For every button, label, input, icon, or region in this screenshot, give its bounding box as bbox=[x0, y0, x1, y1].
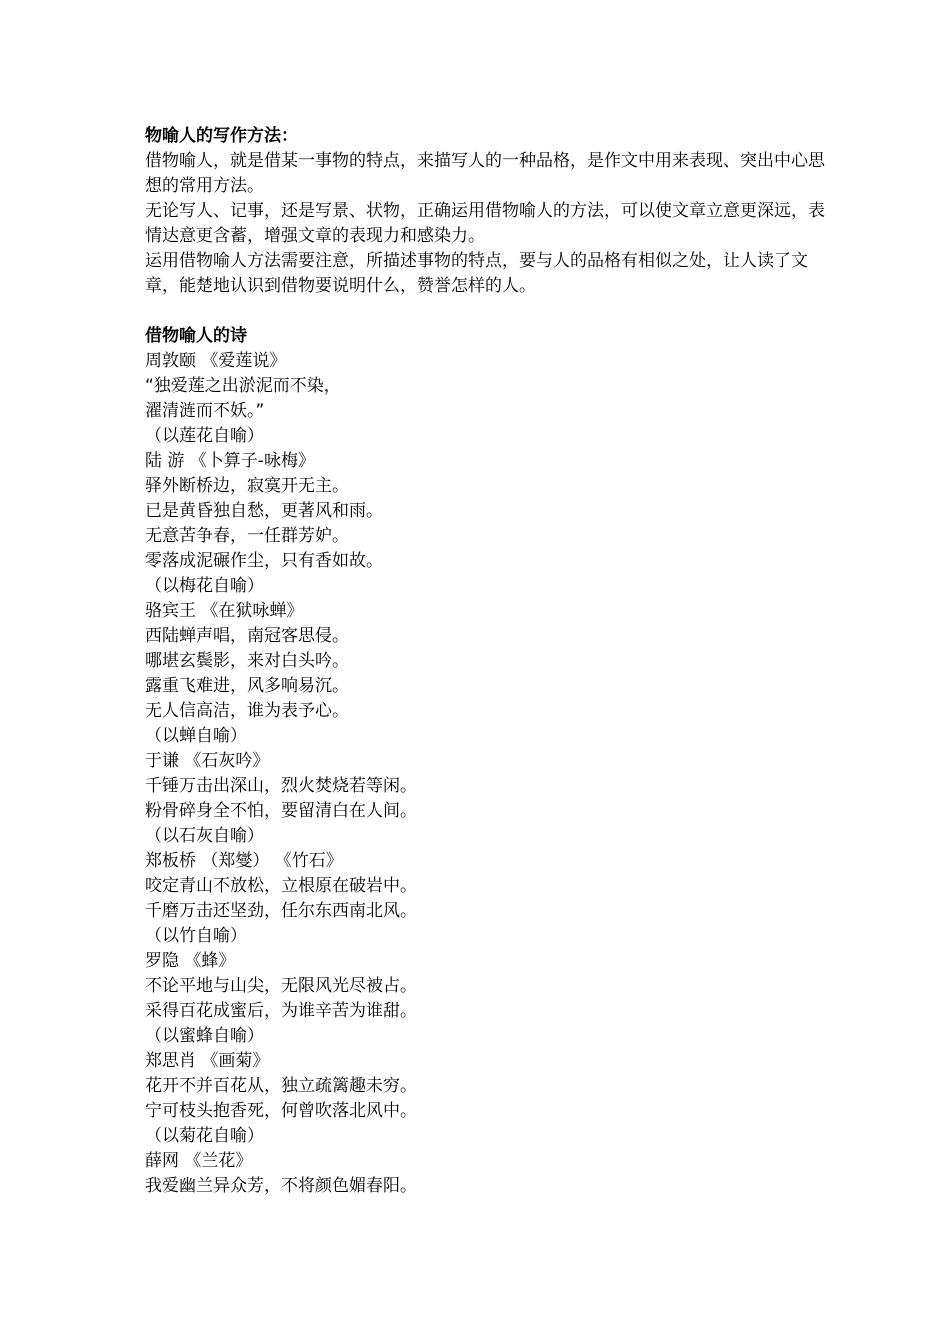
poem-line: （以蜜蜂自喻） bbox=[145, 1026, 264, 1046]
poem-line: （以蝉自喻） bbox=[145, 726, 247, 746]
poem-line: 宁可枝头抱香死，何曾吹落北风中。 bbox=[145, 1101, 417, 1121]
poem-line: 咬定青山不放松，立根原在破岩中。 bbox=[145, 876, 417, 896]
poem-line: 采得百花成蜜后，为谁辛苦为谁甜。 bbox=[145, 1001, 417, 1021]
poem-line: 千锤万击出深山，烈火焚烧若等闲。 bbox=[145, 776, 417, 796]
poem-line: 零落成泥碾作尘，只有香如故。 bbox=[145, 551, 383, 571]
section-heading-writing-method: 物喻人的写作方法： bbox=[145, 126, 298, 146]
poem-line: 郑思肖 《画菊》 bbox=[145, 1051, 270, 1071]
poem-line: （以梅花自喻） bbox=[145, 576, 264, 596]
poem-line: 薛网 《兰花》 bbox=[145, 1151, 253, 1171]
poem-line: （以石灰自喻） bbox=[145, 826, 264, 846]
paragraph-definition: 借物喻人，就是借某一事物的特点，来描写人的一种品格，是作文中用来表现、突出中心思想的常用方法。 bbox=[145, 151, 825, 196]
poem-line: “独爱莲之出淤泥而不染， bbox=[145, 376, 341, 396]
poem-line: 濯清涟而不妖。” bbox=[145, 401, 265, 421]
poem-line: 驿外断桥边，寂寞开无主。 bbox=[145, 476, 349, 496]
poem-line: 哪堪玄鬓影，来对白头吟。 bbox=[145, 651, 349, 671]
poem-line: 千磨万击还坚劲，任尔东西南北风。 bbox=[145, 901, 417, 921]
poem-line: 无人信高洁，谁为表予心。 bbox=[145, 701, 349, 721]
poem-line: （以菊花自喻） bbox=[145, 1126, 264, 1146]
poem-line: 郑板桥 （郑燮） 《竹石》 bbox=[145, 851, 343, 871]
poem-line: 陆 游 《卜算子-咏梅》 bbox=[145, 451, 315, 471]
poem-line: 无意苦争春，一任群芳妒。 bbox=[145, 526, 349, 546]
poem-line: 花开不并百花从，独立疏篱趣未穷。 bbox=[145, 1076, 417, 1096]
poem-line: 不论平地与山尖，无限风光尽被占。 bbox=[145, 976, 417, 996]
poem-line: （以竹自喻） bbox=[145, 926, 247, 946]
poem-line: 骆宾王 《在狱咏蝉》 bbox=[145, 601, 304, 621]
document-page bbox=[145, 124, 835, 1199]
poem-line: 露重飞难进，风多响易沉。 bbox=[145, 676, 349, 696]
poem-line: 西陆蝉声唱，南冠客思侵。 bbox=[145, 626, 349, 646]
paragraph-benefits: 无论写人、记事，还是写景、状物，正确运用借物喻人的方法，可以使文章立意更深远，表情达意更含蓄，增强文章的表现力和感染力。 bbox=[145, 201, 825, 246]
poem-line: 罗隐 《蜂》 bbox=[145, 951, 236, 971]
poem-line: 粉骨碎身全不怕，要留清白在人间。 bbox=[145, 801, 417, 821]
paragraph-notes: 运用借物喻人方法需要注意，所描述事物的特点，要与人的品格有相似之处，让人读了文章，能楚地认识到借物要说明什么，赞誉怎样的人。 bbox=[145, 251, 808, 296]
section-spacer bbox=[145, 299, 835, 324]
section-heading-poems: 借物喻人的诗 bbox=[145, 326, 247, 346]
poem-line: （以莲花自喻） bbox=[145, 426, 264, 446]
poem-line: 我爱幽兰异众芳，不将颜色媚春阳。 bbox=[145, 1176, 417, 1196]
poem-list bbox=[145, 349, 835, 1199]
poem-line: 周敦颐 《爱莲说》 bbox=[145, 351, 287, 371]
poem-line: 于谦 《石灰吟》 bbox=[145, 751, 270, 771]
poem-line: 已是黄昏独自愁，更著风和雨。 bbox=[145, 501, 383, 521]
